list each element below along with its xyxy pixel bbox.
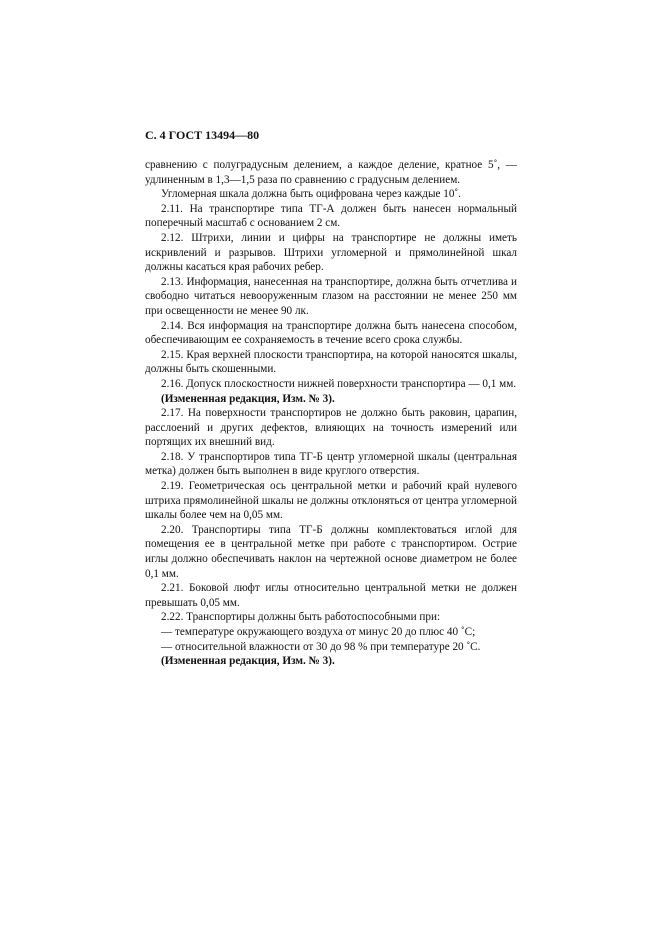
paragraph-2-14: 2.14. Вся информация на транспортире должна быть нанесена способом, обеспечивающим ее сохраняемость в течение всего срока службы. bbox=[145, 319, 517, 347]
paragraph-2-22: 2.22. Транспортиры должны быть работоспособными при: bbox=[161, 611, 441, 624]
document-body bbox=[145, 158, 517, 669]
document-page bbox=[145, 128, 517, 669]
paragraph-continuation: сравнению с полуградусным делением, а каждое деление, кратное 5˚, — удлиненным в 1,3—1,5 раза по сравнению с градусным делением. bbox=[145, 159, 517, 186]
list-item-humidity: — относительной влажности от 30 до 98 % при температуре 20 ˚С. bbox=[161, 640, 481, 653]
page-header: С. 4 ГОСТ 13494—80 bbox=[145, 128, 260, 142]
paragraph-2-13: 2.13. Информация, нанесенная на транспортире, должна быть отчетлива и свободно читаться невооруженным глазом на расстоянии не менее 250 мм при освещенности не менее 90 лк. bbox=[145, 275, 517, 317]
paragraph-2-19: 2.19. Геометрическая ось центральной метки и рабочий край нулевого штриха прямолинейной шкалы не должны отклоняться от центра угломерной шкалы более чем на 0,05 мм. bbox=[145, 480, 517, 522]
amendment-note: (Измененная редакция, Изм. № 3). bbox=[161, 655, 335, 668]
amendment-note: (Измененная редакция, Изм. № 3). bbox=[161, 392, 335, 405]
paragraph-2-21: 2.21. Боковой люфт иглы относительно центральной метки не должен превышать 0,05 мм. bbox=[145, 582, 517, 609]
paragraph-scale-digits: Угломерная шкала должна быть оцифрована через каждые 10˚. bbox=[161, 188, 461, 201]
paragraph-2-12: 2.12. Штрихи, линии и цифры на транспортире не должны иметь искривлений и разрывов. Штрихи угломерной и прямолинейной шкал должны касаться края рабочих ребер. bbox=[145, 231, 517, 274]
paragraph-2-18: 2.18. У транспортиров типа ТГ-Б центр угломерной шкалы (центральная метка) должен быть выполнен в виде круглого отверстия. bbox=[145, 450, 517, 478]
paragraph-2-15: 2.15. Края верхней плоскости транспортира, на которой наносятся шкалы, должны быть скошенными. bbox=[145, 348, 517, 376]
paragraph-2-20: 2.20. Транспортиры типа ТГ-Б должны комплектоваться иглой для помещения ее в центральной метке при работе с транспортиром. Острие иглы должно обеспечивать наклон на чертежной основе диаметром не более 0,1 мм. bbox=[145, 523, 517, 580]
list-item-temperature: — температуре окружающего воздуха от минус 20 до плюс 40 ˚С; bbox=[161, 626, 476, 638]
paragraph-2-16: 2.16. Допуск плоскостности нижней поверхности транспортира — 0,1 мм. bbox=[161, 377, 517, 390]
paragraph-2-17: 2.17. На поверхности транспортиров не должно быть раковин, царапин, расслоений и других дефектов, влияющих на точность измерений или портящих их внешний вид. bbox=[145, 407, 517, 449]
paragraph-2-11: 2.11. На транспортире типа ТГ-А должен быть нанесен нормальный поперечный масштаб с основанием 2 см. bbox=[145, 202, 517, 230]
